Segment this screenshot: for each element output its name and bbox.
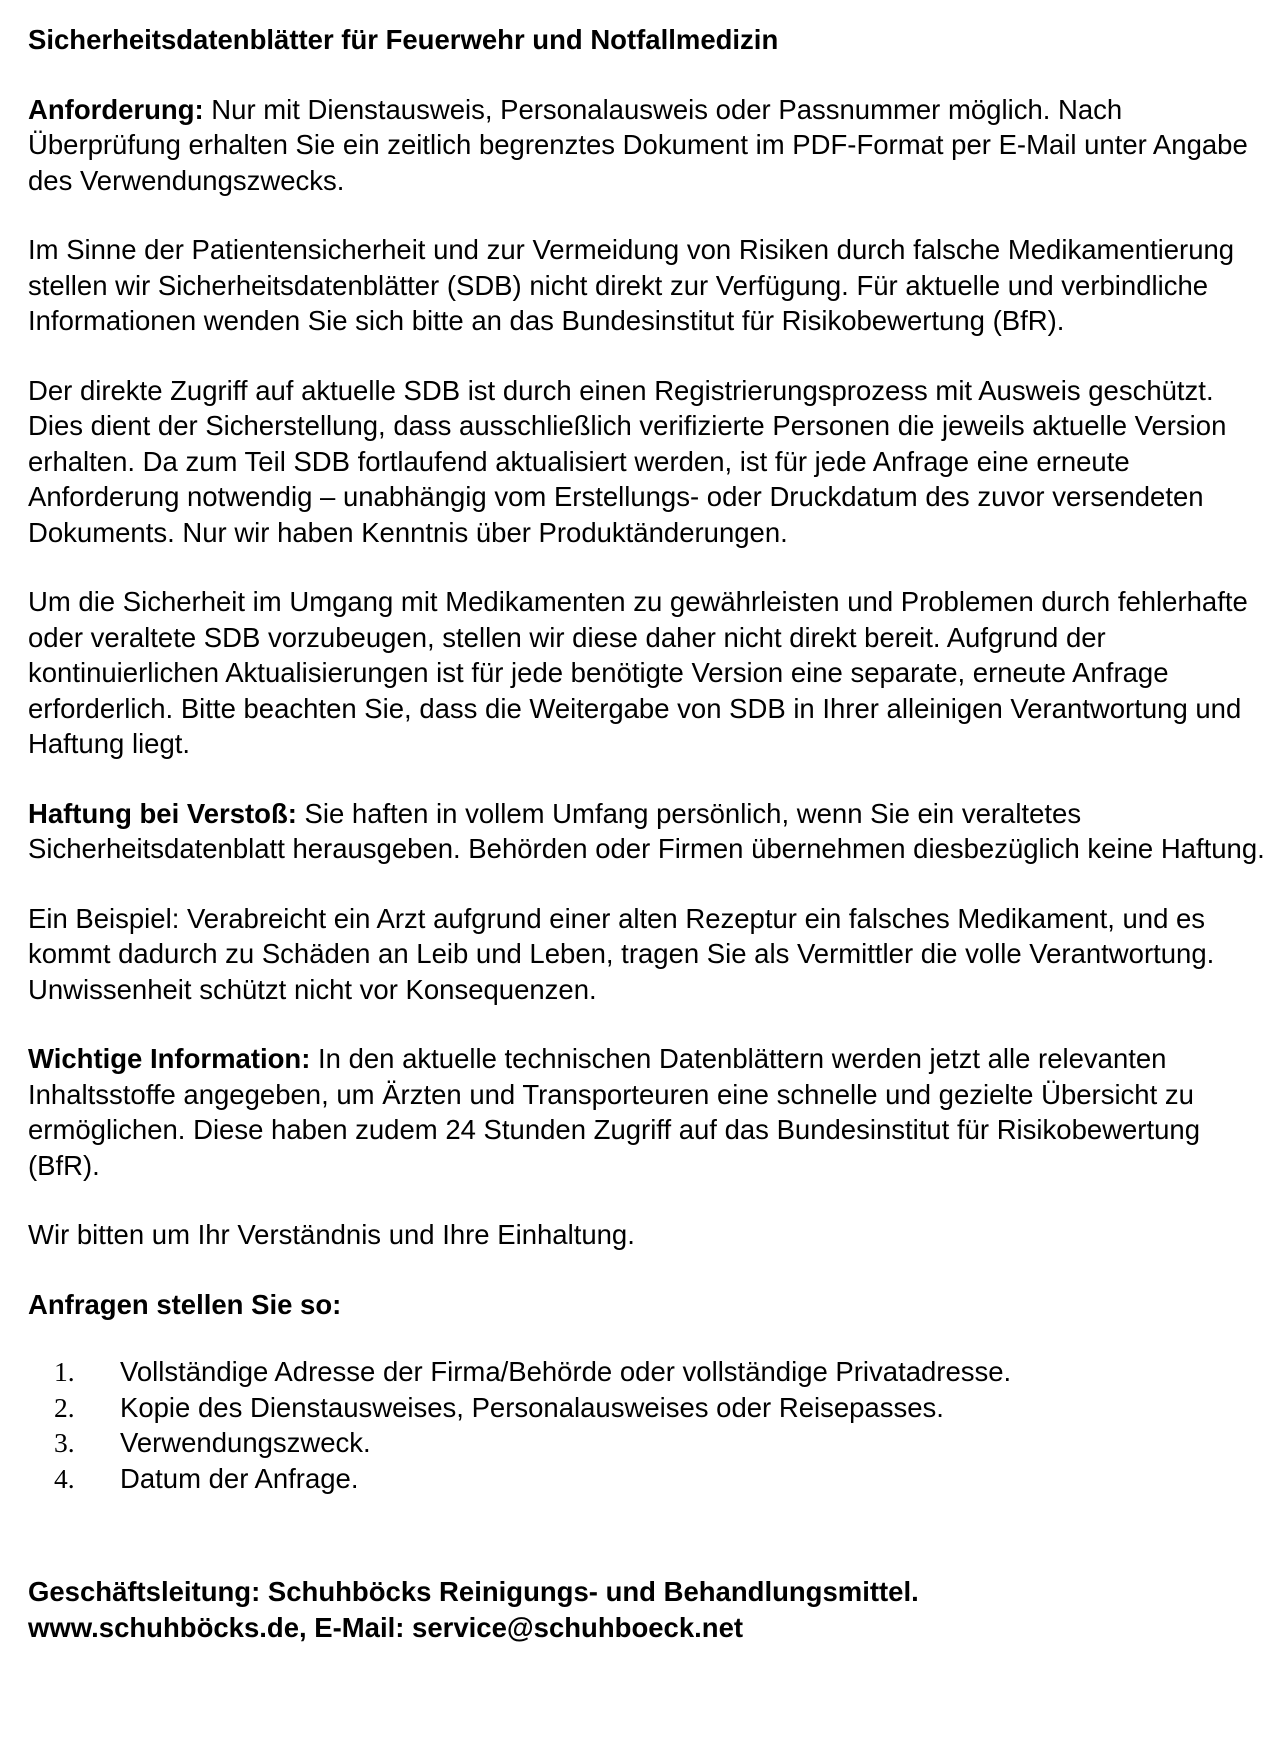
- paragraph-text: Nur mit Dienstausweis, Personalausweis oder Passnummer möglich. Nach Überprüfung erhalten Sie ein zeitlich begrenztes Dokument im PDF-Format per E-Mail unter Angabe des Verwendungszwecks.: [28, 93, 1248, 196]
- list-number: 4.: [54, 1462, 75, 1494]
- paragraph-anforderung: [28, 92, 1268, 199]
- footer-contact: www.schuhböcks.de, E-Mail: service@schuhboeck.net: [28, 1611, 744, 1643]
- list-heading: Anfragen stellen Sie so:: [28, 1288, 342, 1320]
- paragraph-label: Anforderung:: [28, 93, 204, 125]
- list-number: 1.: [54, 1356, 75, 1387]
- paragraph-wichtige-information: [28, 1041, 1268, 1183]
- list-item: [28, 1461, 1268, 1497]
- list-number: 2.: [54, 1391, 75, 1423]
- paragraph-sicherheit: Um die Sicherheit im Umgang mit Medikamenten zu gewährleisten und Problemen durch fehlerhafte oder veraltete SDB vorzubeugen, stellen wir diese daher nicht direkt bereit. Aufgrund der kontinuierlichen Aktualisierungen ist für jede benötigte Version eine separate, erneute Anfrage erforderlich. Bitte beachten Sie, dass die Weitergabe von SDB in Ihrer alleinigen Verantwortung und Haftung liegt.: [28, 586, 1248, 759]
- document-title: Sicherheitsdatenblätter für Feuerwehr und Notfallmedizin: [28, 24, 779, 55]
- document: [28, 22, 1268, 1645]
- list-item-text: Vollständige Adresse der Firma/Behörde oder vollständige Privatadresse.: [120, 1356, 1012, 1387]
- list-item-text: Kopie des Dienstausweises, Personalausweises oder Reisepasses.: [120, 1391, 944, 1423]
- paragraph-label: Haftung bei Verstoß:: [28, 797, 297, 829]
- paragraph-haftung: [28, 796, 1268, 867]
- paragraph-verstaendnis: Wir bitten um Ihr Verständnis und Ihre Einhaltung.: [28, 1219, 635, 1250]
- footer: [28, 1574, 1268, 1645]
- list-item: [28, 1354, 1268, 1390]
- list-number: 3.: [54, 1427, 75, 1458]
- paragraph-beispiel: Ein Beispiel: Verabreicht ein Arzt aufgrund einer alten Rezeptur ein falsches Medikament, und es kommt dadurch zu Schäden an Leib und Leben, tragen Sie als Vermittler die volle Verantwortung. Unwissenheit schützt nicht vor Konsequenzen.: [28, 902, 1215, 1005]
- footer-management: Geschäftsleitung: Schuhböcks Reinigungs- und Behandlungsmittel.: [28, 1576, 919, 1607]
- paragraph-patientensicherheit: Im Sinne der Patientensicherheit und zur Vermeidung von Risiken durch falsche Medikamentierung stellen wir Sicherheitsdatenblätter (SDB) nicht direkt zur Verfügung. Für aktuelle und verbindliche Informationen wenden Sie sich bitte an das Bundesinstitut für Risikobewertung (BfR).: [28, 234, 1235, 336]
- list-item: [28, 1390, 1268, 1426]
- paragraph-zugriff: Der direkte Zugriff auf aktuelle SDB ist durch einen Registrierungsprozess mit Ausweis geschützt. Dies dient der Sicherstellung, dass ausschließlich verifizierte Personen die jeweils aktuelle Version erhalten. Da zum Teil SDB fortlaufend aktualisiert werden, ist für jede Anfrage eine erneute Anforderung notwendig – unabhängig vom Erstellungs- oder Druckdatum des zuvor versendeten Dokuments. Nur wir haben Kenntnis über Produktänderungen.: [28, 374, 1227, 548]
- list-item-text: Datum der Anfrage.: [120, 1462, 359, 1494]
- paragraph-text: Sie haften in vollem Umfang persönlich, wenn Sie ein veraltetes Sicherheitsdatenblatt herausgeben. Behörden oder Firmen übernehmen diesbezüglich keine Haftung.: [28, 797, 1265, 864]
- paragraph-label: Wichtige Information:: [28, 1043, 311, 1074]
- list-item-text: Verwendungszweck.: [120, 1427, 371, 1458]
- paragraph-text: In den aktuelle technischen Datenblättern werden jetzt alle relevanten Inhaltsstoffe angegeben, um Ärzten und Transporteuren eine schnelle und gezielte Übersicht zu ermöglichen. Diese haben zudem 24 Stunden Zugriff auf das Bundesinstitut für Risikobewertung (BfR).: [28, 1043, 1200, 1181]
- request-steps-list: [28, 1354, 1268, 1496]
- list-item: [28, 1425, 1268, 1461]
